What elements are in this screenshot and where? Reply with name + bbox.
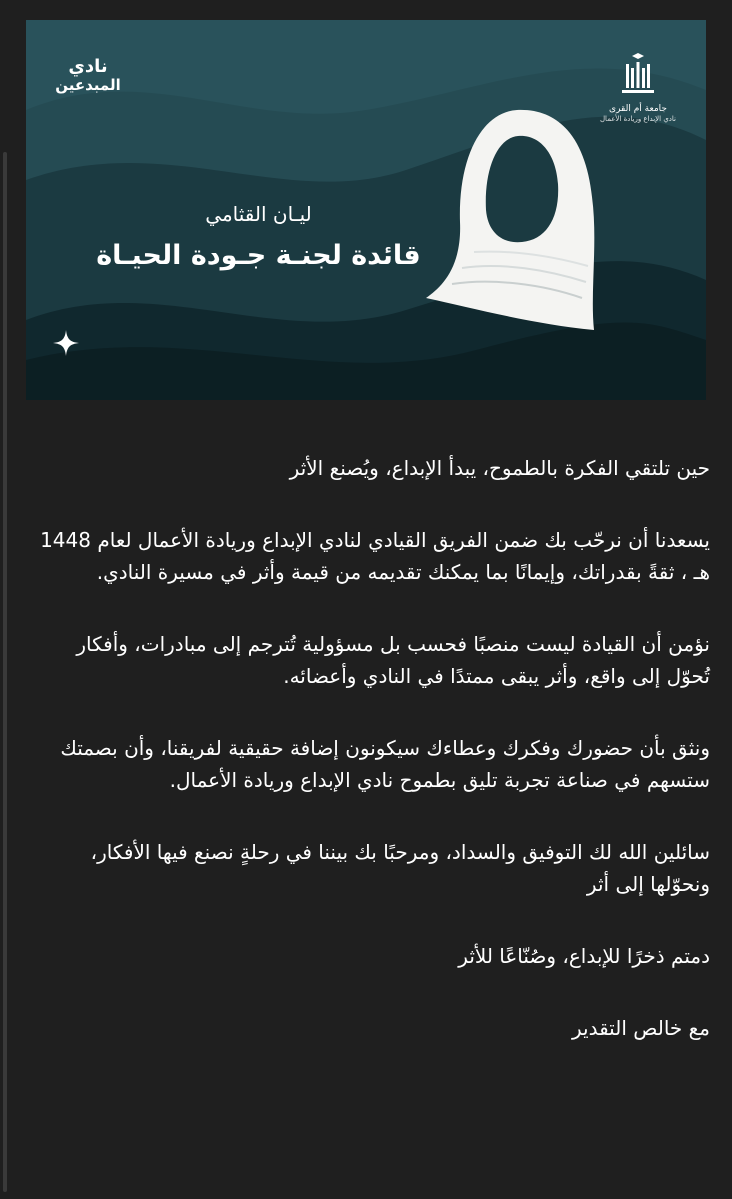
university-logo <box>590 52 686 124</box>
person-name: ليـان القثامي <box>205 202 312 226</box>
post-paragraph: مع خالص التقدير <box>571 1016 710 1040</box>
sparkle-icon <box>53 330 79 356</box>
club-logo <box>50 58 126 94</box>
announcement-banner[interactable] <box>26 20 706 400</box>
post-paragraph: ونثق بأن حضورك وفكرك وعطاءك سيكونون إضافة حقيقية لفريقنا، وأن بصمتك ستسهم في صناعة تجربة تليق بطموح نادي الإبداع وريادة الأعمال. <box>60 736 710 792</box>
top-bar <box>0 0 732 14</box>
post-body <box>28 452 710 1084</box>
club-logo-line1: نادي <box>68 56 108 77</box>
post-paragraph: حين تلتقي الفكرة بالطموح، يبدأ الإبداع، ويُصنع الأثر <box>289 456 710 480</box>
post-paragraph: سائلين الله لك التوفيق والسداد، ومرحبًا بك بيننا في رحلةٍ نصنع فيها الأفكار، ونحوّلها إلى أثر <box>90 840 710 896</box>
hijab-icon <box>422 102 602 332</box>
club-name: نادي الإبداع وريادة الأعمال <box>599 115 677 123</box>
post-paragraph: نؤمن أن القيادة ليست منصبًا فحسب بل مسؤولية تُترجم إلى مبادرات، وأفكار تُحوّل إلى واقع، وأثر يبقى ممتدًا في النادي وأعضائه. <box>76 632 710 688</box>
scrollbar[interactable] <box>3 152 7 1192</box>
post-paragraph: دمتم ذخرًا للإبداع، وصُنّاعًا للأثر <box>458 944 710 968</box>
club-logo-line2: المبدعين <box>55 76 121 94</box>
university-name: جامعة أم القرى <box>609 104 667 114</box>
person-role: قائدة لجنـة جـودة الحيـاة <box>96 240 421 271</box>
university-emblem-icon <box>618 52 658 98</box>
post-paragraph: يسعدنا أن نرحّب بك ضمن الفريق القيادي لنادي الإبداع وريادة الأعمال لعام 1448 هـ ، ثقةً بقدراتك، وإيمانًا بما يمكنك تقديمه من قيمة وأثر في مسيرة النادي. <box>40 528 710 584</box>
